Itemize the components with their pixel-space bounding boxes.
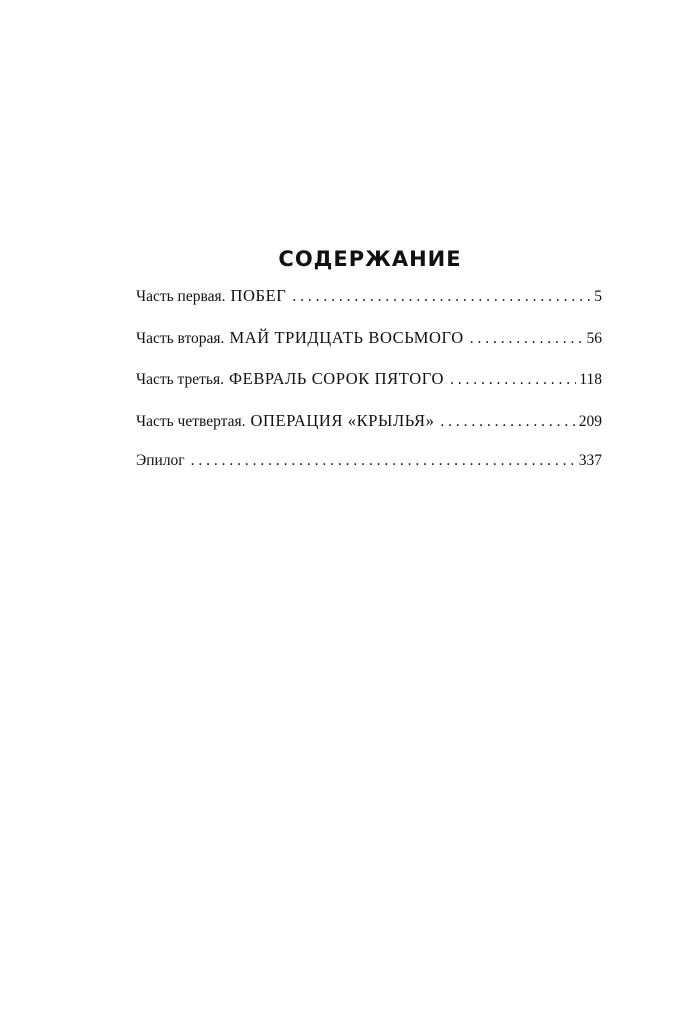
dot-leader (191, 452, 576, 470)
toc-entry-page-number: 337 (578, 452, 602, 469)
toc-entry-title: ПОБЕГ (230, 286, 287, 305)
toc-entry-page-number: 5 (594, 288, 602, 305)
table-of-contents-list (136, 286, 602, 494)
toc-entry-part-3 (136, 369, 602, 411)
toc-entry-label: Часть первая. (136, 288, 226, 305)
table-of-contents-title: СОДЕРЖАНИЕ (278, 247, 462, 272)
toc-entry-label: Часть вторая. (136, 329, 225, 347)
toc-entry-page-number: 118 (579, 371, 602, 388)
toc-entry-part-1 (136, 286, 602, 328)
toc-entry-page-number: 56 (586, 329, 602, 347)
toc-entry-page-number: 209 (578, 412, 602, 430)
toc-entry-title: ФЕВРАЛЬ СОРОК ПЯТОГО (229, 369, 444, 388)
toc-entry-title: ОПЕРАЦИЯ «КРЫЛЬЯ» (250, 410, 435, 430)
toc-entry-label: Часть четвертая. (136, 412, 246, 430)
toc-entry-title: МАЙ ТРИДЦАТЬ ВОСЬМОГО (229, 327, 464, 347)
dot-leader (292, 288, 591, 306)
dot-leader (470, 330, 584, 348)
toc-entry-label: Часть третья. (136, 371, 224, 388)
toc-entry-label: Эпилог (136, 452, 185, 469)
dot-leader (440, 413, 575, 431)
toc-entry-part-4 (136, 411, 602, 453)
dot-leader (450, 371, 576, 389)
toc-entry-epilogue (136, 452, 602, 494)
toc-entry-part-2 (136, 328, 602, 370)
